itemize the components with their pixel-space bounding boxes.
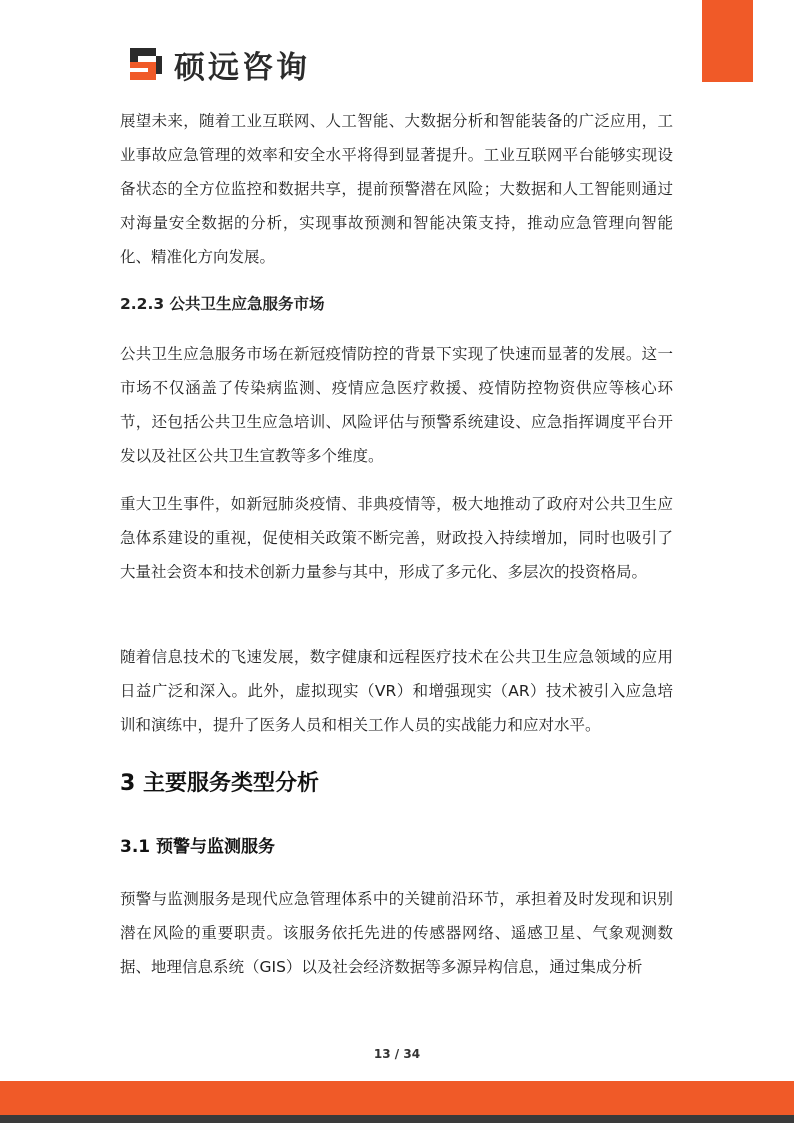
paragraph-public-health-market: 公共卫生应急服务市场在新冠疫情防控的背景下实现了快速而显著的发展。这一市场不仅涵盖了传染病监测、疫情应急医疗救援、疫情防控物资供应等核心环节，还包括公共卫生应急培训、风险评估与预警系统建设、应急指挥调度平台开发以及社区公共卫生宣教等多个维度。 — [120, 345, 673, 465]
heading-2-2-3: 2.2.3 公共卫生应急服务市场 — [120, 295, 325, 313]
brand-logo — [126, 42, 310, 86]
logo-mark-icon — [126, 44, 166, 84]
paragraph-industrial-outlook: 展望未来，随着工业互联网、人工智能、大数据分析和智能装备的广泛应用，工业事故应急管理的效率和安全水平将得到显著提升。工业互联网平台能够实现设备状态的全方位监控和数据共享，提前预警潜在风险；大数据和人工智能则通过对海量安全数据的分析，实现事故预测和智能决策支持，推动应急管理向智能化、精准化方向发展。 — [120, 112, 673, 266]
heading-3: 3 主要服务类型分析 — [120, 771, 319, 796]
page-number: 13 / 34 — [373, 1047, 421, 1061]
paragraph-warning-monitoring: 预警与监测服务是现代应急管理体系中的关键前沿环节，承担着及时发现和识别潜在风险的重要职责。该服务依托先进的传感器网络、遥感卫星、气象观测数据、地理信息系统（GIS）以及社会经济数据等多源异构信息，通过集成分析 — [120, 890, 673, 976]
footer-dark-strip — [0, 1115, 794, 1123]
heading-3-1: 3.1 预警与监测服务 — [120, 837, 276, 857]
paragraph-major-health-events: 重大卫生事件，如新冠肺炎疫情、非典疫情等，极大地推动了政府对公共卫生应急体系建设的重视，促使相关政策不断完善，财政投入持续增加，同时也吸引了大量社会资本和技术创新力量参与其中，形成了多元化、多层次的投资格局。 — [120, 495, 673, 581]
footer-accent-bar — [0, 1081, 794, 1115]
paragraph-digital-health: 随着信息技术的飞速发展，数字健康和远程医疗技术在公共卫生应急领域的应用日益广泛和深入。此外，虚拟现实（VR）和增强现实（AR）技术被引入应急培训和演练中，提升了医务人员和相关工作人员的实战能力和应对水平。 — [120, 648, 673, 734]
brand-name: 硕远咨询 — [174, 49, 310, 86]
header-accent-block — [702, 0, 753, 82]
